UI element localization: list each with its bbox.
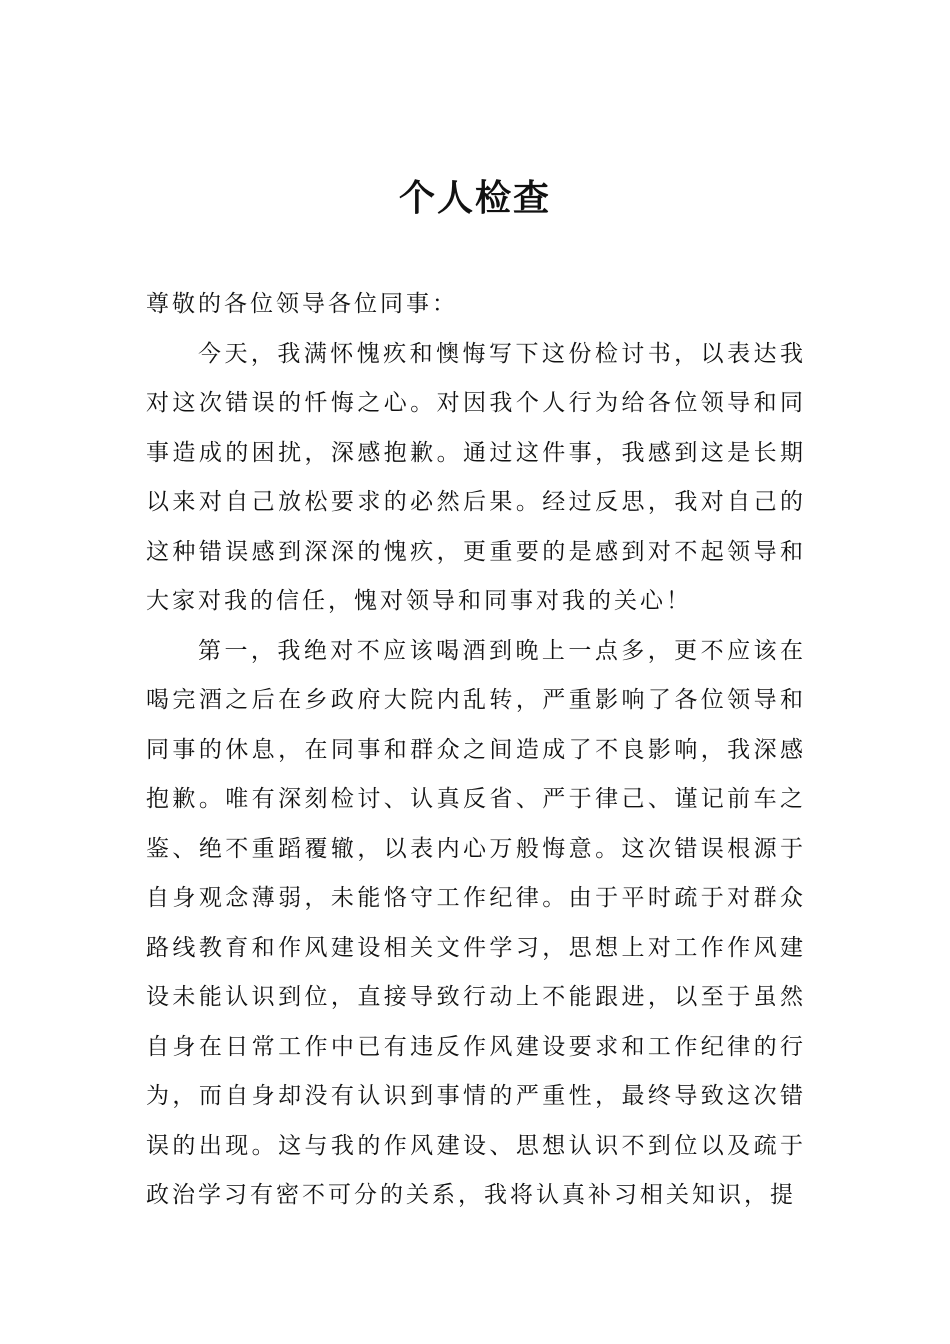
document-body	[146, 280, 806, 1221]
document-title: 个人检查	[398, 177, 551, 219]
salutation: 尊敬的各位领导各位同事：	[146, 291, 458, 317]
paragraph-1: 今天，我满怀愧疚和懊悔写下这份检讨书，以表达我对这次错误的忏悔之心。对因我个人行为给各位领导和同事造成的困扰，深感抱歉。通过这件事，我感到这是长期以来对自己放松要求的必然后果。经过反思，我对自己的这种错误感到深深的愧疚，更重要的是感到对不起领导和大家对我的信任，愧对领导和同事对我的关心！	[146, 340, 806, 614]
paragraph-2: 第一，我绝对不应该喝酒到晚上一点多，更不应该在喝完酒之后在乡政府大院内乱转，严重影响了各位领导和同事的休息，在同事和群众之间造成了不良影响，我深感抱歉。唯有深刻检讨、认真反省、严于律己、谨记前车之鉴、绝不重蹈覆辙，以表内心万般悔意。这次错误根源于自身观念薄弱，未能恪守工作纪律。由于平时疏于对群众路线教育和作风建设相关文件学习，思想上对工作作风建设未能认识到位，直接导致行动上不能跟进，以至于虽然自身在日常工作中已有违反作风建设要求和工作纪律的行为，而自身却没有认识到事情的严重性，最终导致这次错误的出现。这与我的作风建设、思想认识不到位以及疏于政治学习有密不可分的关系，我将认真补习相关知识，提	[146, 637, 806, 1208]
